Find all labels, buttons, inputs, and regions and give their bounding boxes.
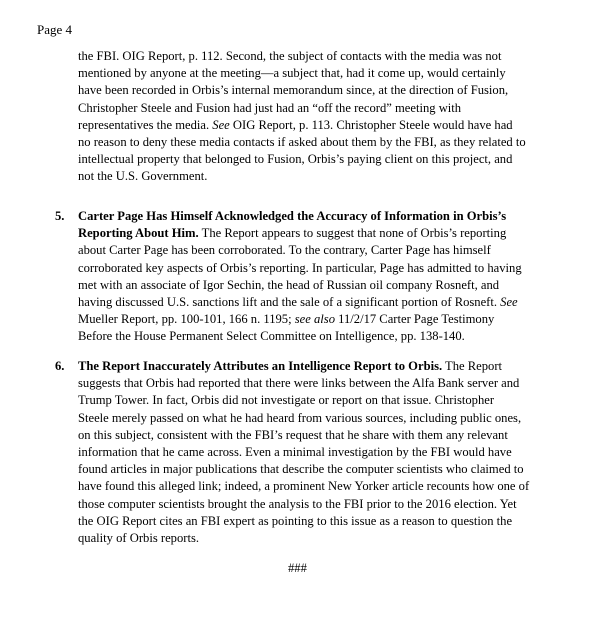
- text-line: mentioned by anyone at the meeting—a subject that, had it come up, would certainly: [78, 66, 506, 81]
- text-line: met with an associate of Igor Sechin, the head of Russian oil company Rosneft, and: [78, 277, 500, 292]
- list-item-5: [55, 208, 588, 346]
- citation-signal: See: [500, 295, 518, 310]
- text-run: OIG Report, p. 113. Christopher Steele would have had: [229, 117, 513, 132]
- text-line: Before the House Permanent Select Committee on Intelligence, pp. 138-140.: [78, 329, 465, 344]
- text-line: corroborated key aspects of Orbis’s reporting. In particular, Page has admitted to having: [78, 260, 522, 275]
- item-number: 6.: [55, 359, 65, 373]
- text-line: those computer scientists brought the analysis to the FBI prior to the 2016 election. Yet: [78, 496, 517, 511]
- text-line: [78, 294, 588, 311]
- text-run: The Report appears to suggest that none of Orbis’s reporting: [198, 226, 507, 241]
- text-run: representatives the media.: [78, 117, 213, 132]
- citation-signal: see also: [294, 312, 335, 327]
- text-line: [78, 311, 588, 328]
- text-line: [78, 225, 588, 242]
- text-line: suggests that Orbis had reported that there were links between the Alfa Bank server and: [78, 376, 520, 391]
- text-line: about Carter Page has been corroborated. To the contrary, Carter Page has himself: [78, 243, 491, 258]
- text-line: found articles in major publications that describe the computer scientists who claimed to: [78, 462, 524, 477]
- text-run: having discussed U.S. sanctions lift and the sale of a significant portion of Rosneft.: [78, 295, 501, 310]
- end-mark: ###: [288, 561, 307, 575]
- text-line: intellectual property that belonged to Fusion, Orbis’s paying client on this project, and: [78, 152, 513, 167]
- text-line: no reason to deny these media contacts if asked about them by the FBI, as they related to: [78, 135, 526, 150]
- text-line: the FBI. OIG Report, p. 112. Second, the subject of contacts with the media was not: [78, 49, 502, 63]
- text-line: [78, 117, 588, 134]
- item-heading: The Report Inaccurately Attributes an Intelligence Report to Orbis.: [78, 359, 443, 373]
- text-line: Christopher Steele and Fusion had just had an “off the record” meeting with: [78, 100, 462, 115]
- item-number: 5.: [55, 209, 65, 223]
- text-line: have found this alleged link; indeed, a prominent New Yorker article recounts how one of: [78, 479, 530, 494]
- page-number: Page 4: [37, 22, 73, 37]
- text-line: have been recorded in Orbis’s internal memorandum since, at the direction of Fusion,: [78, 83, 509, 98]
- text-line: quality of Orbis reports.: [78, 531, 200, 546]
- continuation-paragraph: [78, 48, 588, 186]
- text-run: The Report: [442, 359, 503, 373]
- text-line: not the U.S. Government.: [78, 169, 208, 184]
- text-line: the OIG Report cites an FBI expert as pointing to this issue as a reason to question the: [78, 513, 513, 528]
- text-line: information that he came across. Even a minimal investigation by the FBI would have: [78, 445, 512, 460]
- text-line: Steele merely passed on what he had heard from various sources, including public ones,: [78, 410, 522, 425]
- text-run: 11/2/17 Carter Page Testimony: [335, 312, 495, 327]
- text-line: on this subject, consistent with the FBI’s request that he share with them any relevant: [78, 427, 508, 442]
- list-item-6: [55, 358, 588, 547]
- citation-signal: See: [212, 117, 230, 132]
- text-line: [78, 358, 588, 375]
- text-line: Trump Tower. In fact, Orbis did not investigate or report on that issue. Christopher: [78, 393, 495, 408]
- text-run: Mueller Report, pp. 100-101, 166 n. 1195;: [78, 312, 295, 327]
- item-heading: Reporting About Him.: [78, 226, 199, 241]
- item-heading: Carter Page Has Himself Acknowledged the Accuracy of Information in Orbis’s: [78, 209, 507, 223]
